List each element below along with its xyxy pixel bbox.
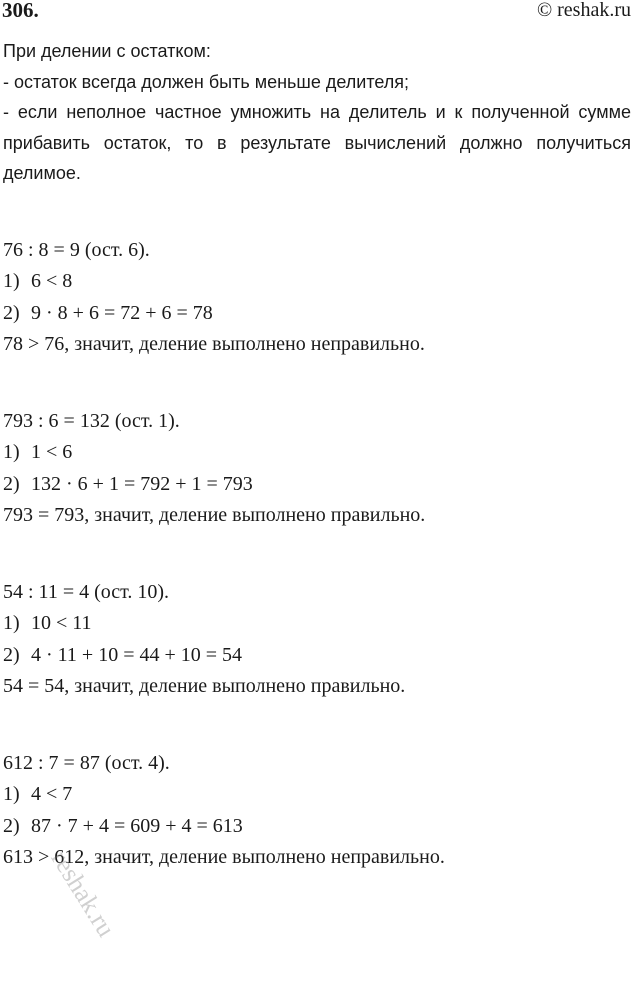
example-block-4 [3, 748, 631, 874]
check-step-1 [3, 779, 631, 811]
example-block-2 [3, 406, 631, 532]
step-number: 2) [3, 643, 20, 666]
check-step-1 [3, 608, 631, 640]
check-step-1 [3, 437, 631, 469]
check-step-2 [3, 640, 631, 672]
step-text: 4 < 7 [31, 783, 73, 805]
example-block-3 [3, 577, 631, 703]
conclusion: 54 = 54, значит, деление выполнено правильно. [3, 675, 406, 697]
check-step-2 [3, 469, 631, 501]
conclusion: 613 > 612, значит, деление выполнено неправильно. [3, 846, 445, 868]
division-expression: 612 : 7 = 87 (ост. 4). [3, 751, 170, 774]
rule-remainder: - остаток всегда должен быть меньше делителя; [3, 71, 410, 92]
step-text: 9 · 8 + 6 = 72 + 6 = 78 [31, 301, 213, 324]
step-number: 2) [3, 472, 20, 495]
step-text: 87 · 7 + 4 = 609 + 4 = 613 [31, 814, 243, 837]
conclusion: 793 = 793, значит, деление выполнено правильно. [3, 504, 426, 526]
step-text: 4 · 11 + 10 = 44 + 10 = 54 [31, 643, 243, 666]
step-number: 1) [3, 441, 20, 463]
step-number: 1) [3, 270, 20, 292]
task-number: 306. [2, 0, 39, 22]
step-text: 132 · 6 + 1 = 792 + 1 = 793 [31, 472, 253, 495]
check-step-1 [3, 266, 631, 298]
step-text: 10 < 11 [31, 612, 92, 634]
check-step-2 [3, 811, 631, 843]
example-block-1 [3, 235, 631, 361]
solution-content [3, 36, 631, 874]
rule-check: - если неполное частное умножить на делитель и к полученной сумме прибавить остаток, то в результате вычислений должно получиться делимое. [3, 102, 631, 183]
watermark: reshak.ru [45, 845, 121, 942]
conclusion: 78 > 76, значит, деление выполнено неправильно. [3, 333, 425, 355]
copyright-label: © reshak.ru [536, 0, 631, 21]
step-number: 1) [3, 612, 20, 634]
division-expression: 54 : 11 = 4 (ост. 10). [3, 580, 170, 603]
check-step-2 [3, 298, 631, 330]
step-text: 6 < 8 [31, 270, 73, 292]
division-expression: 76 : 8 = 9 (ост. 6). [3, 238, 150, 261]
step-text: 1 < 6 [31, 441, 73, 463]
step-number: 2) [3, 814, 20, 837]
rules-intro: При делении с остатком: [3, 41, 211, 61]
page-header [2, 0, 631, 30]
step-number: 1) [3, 783, 20, 805]
division-expression: 793 : 6 = 132 (ост. 1). [3, 409, 180, 432]
step-number: 2) [3, 301, 20, 324]
